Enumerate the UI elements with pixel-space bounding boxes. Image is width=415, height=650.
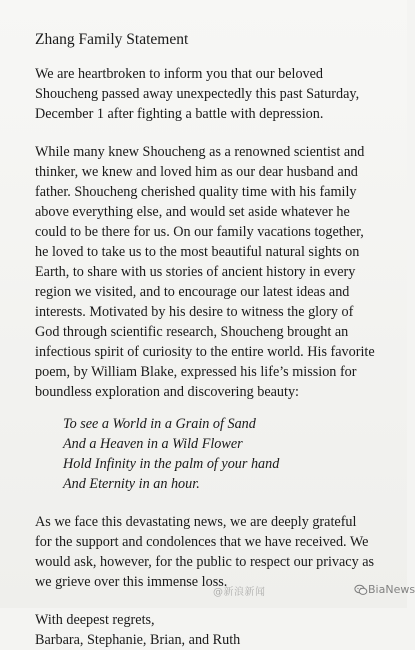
poem-line: Hold Infinity in the palm of your hand xyxy=(63,456,280,472)
text-line: God through scientific research, Shoucheng brought an xyxy=(35,324,349,340)
text-line: region we visited, and to encourage our latest ideas and xyxy=(35,284,350,300)
text-line: We are heartbroken to inform you that our beloved xyxy=(35,66,324,82)
text-line: interests. Motivated by his desire to witness the glory of xyxy=(35,304,354,320)
text-line: As we face this devastating news, we are deeply grateful xyxy=(35,514,357,530)
wechat-logo-icon xyxy=(354,583,368,597)
text-line: would ask, however, for the public to respect our privacy as xyxy=(35,554,375,570)
text-line: poem, by William Blake, expressed his life’s mission for xyxy=(35,364,357,380)
closing-line: With deepest regrets, xyxy=(35,612,155,628)
poem-line: And a Heaven in a Wild Flower xyxy=(63,436,243,452)
text-line: he loved to take us to the most beautiful natural sights on xyxy=(35,244,360,260)
text-line: boundless exploration and discovering beauty: xyxy=(35,384,299,400)
text-line: could to be there for us. On our family vacations together, xyxy=(35,224,364,240)
poem-line: And Eternity in an hour. xyxy=(63,476,200,492)
page-title: Zhang Family Statement xyxy=(35,31,189,48)
text-line: for the support and condolences that we have received. We xyxy=(35,534,369,550)
weibo-watermark: @新浪新闻 xyxy=(213,587,266,598)
bianews-watermark: BiaNews xyxy=(368,583,415,596)
signature-block xyxy=(35,610,375,650)
signatories: Barbara, Stephanie, Brian, and Ruth xyxy=(35,632,241,648)
text-line: above everything else, and would set aside whatever he xyxy=(35,204,350,220)
statement-document xyxy=(35,30,375,650)
poem-line: To see a World in a Grain of Sand xyxy=(63,416,256,432)
paragraph-tribute xyxy=(35,142,375,402)
text-line: we grieve over this immense loss. xyxy=(35,574,228,590)
text-line: While many knew Shoucheng as a renowned scientist and xyxy=(35,144,365,160)
paragraph-announcement xyxy=(35,64,375,124)
paragraph-privacy xyxy=(35,512,375,592)
text-line: Shoucheng passed away unexpectedly this past Saturday, xyxy=(35,86,360,102)
text-line: infectious spirit of curiosity to the entire world. His favorite xyxy=(35,344,375,360)
text-line: thinker, we knew and loved him as our dear husband and xyxy=(35,164,358,180)
poem-quote xyxy=(63,414,375,494)
text-line: December 1 after fighting a battle with depression. xyxy=(35,106,324,122)
text-line: Earth, to share with us stories of ancient history in every xyxy=(35,264,356,280)
text-line: father. Shoucheng cherished quality time with his family xyxy=(35,184,357,200)
